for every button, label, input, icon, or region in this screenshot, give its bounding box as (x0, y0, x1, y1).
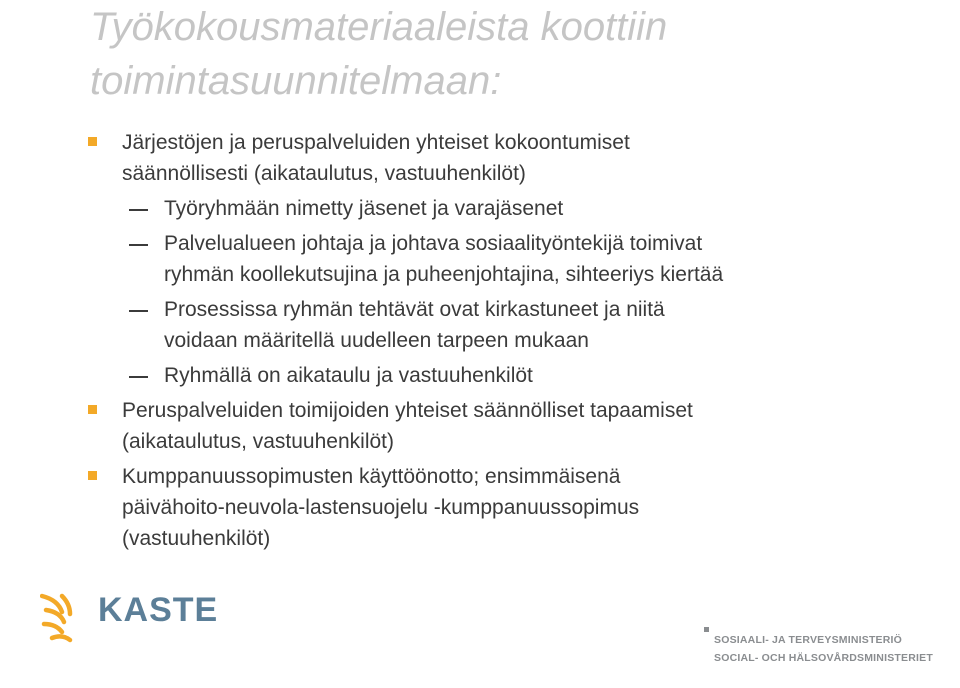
dash-bullet-icon (129, 209, 148, 211)
kaste-logo (40, 590, 220, 646)
sub-item-4 (0, 360, 884, 391)
slide-title (90, 0, 950, 108)
bullet-item-1-line-2: säännöllisesti (aikataulutus, vastuuhenkilöt) (122, 162, 526, 185)
square-bullet-icon (88, 137, 97, 146)
bullet-item-2-line-2: (aikataulutus, vastuuhenkilöt) (122, 430, 394, 453)
dash-bullet-icon (129, 244, 148, 246)
kaste-logo-text: KASTE (98, 591, 219, 629)
sub-item-2 (0, 228, 884, 290)
sub-item-3 (0, 294, 884, 356)
bullet-list (0, 127, 960, 558)
slide-title-line-1: Työkokousmateriaaleista koottiin (90, 5, 668, 49)
sub-item-4-line-1: Ryhmällä on aikataulu ja vastuuhenkilöt (164, 364, 533, 387)
bullet-item-3 (0, 461, 882, 554)
bullet-item-1-line-1: Järjestöjen ja peruspalveluiden yhteiset kokoontumiset (122, 131, 630, 154)
sub-item-1 (0, 193, 884, 224)
square-bullet-icon (88, 405, 97, 414)
ministry-name-sv: SOCIAL- OCH HÄLSOVÅRDSMINISTERIET (714, 652, 933, 664)
sub-item-2-line-1: Palvelualueen johtaja ja johtava sosiaalityöntekijä toimivat (164, 232, 703, 255)
sub-item-1-line-1: Työryhmään nimetty jäsenet ja varajäsenet (164, 197, 564, 220)
bullet-item-3-line-3: (vastuuhenkilöt) (122, 527, 271, 550)
ministry-square-icon (704, 627, 709, 632)
kaste-sun-icon (40, 590, 96, 646)
sub-item-2-line-2: ryhmän koollekutsujina ja puheenjohtajina, sihteeriys kiertää (164, 263, 724, 286)
ministry-logo (700, 624, 950, 674)
slide-title-line-2: toimintasuunnitelmaan: (90, 59, 502, 103)
bullet-item-3-line-2: päivähoito-neuvola-lastensuojelu -kumppanuussopimus (122, 496, 640, 519)
square-bullet-icon (88, 471, 97, 480)
dash-bullet-icon (129, 376, 148, 378)
bullet-item-1 (0, 127, 882, 189)
bullet-item-3-line-1: Kumppanuussopimusten käyttöönotto; ensimmäisenä (122, 465, 621, 488)
bullet-item-2-line-1: Peruspalveluiden toimijoiden yhteiset säännölliset tapaamiset (122, 399, 693, 422)
sub-item-3-line-1: Prosessissa ryhmän tehtävät ovat kirkastuneet ja niitä (164, 298, 665, 321)
sub-item-3-line-2: voidaan määritellä uudelleen tarpeen mukaan (164, 329, 589, 352)
ministry-name-fi: SOSIAALI- JA TERVEYSMINISTERIÖ (714, 634, 903, 646)
dash-bullet-icon (129, 310, 148, 312)
bullet-item-2 (0, 395, 882, 457)
